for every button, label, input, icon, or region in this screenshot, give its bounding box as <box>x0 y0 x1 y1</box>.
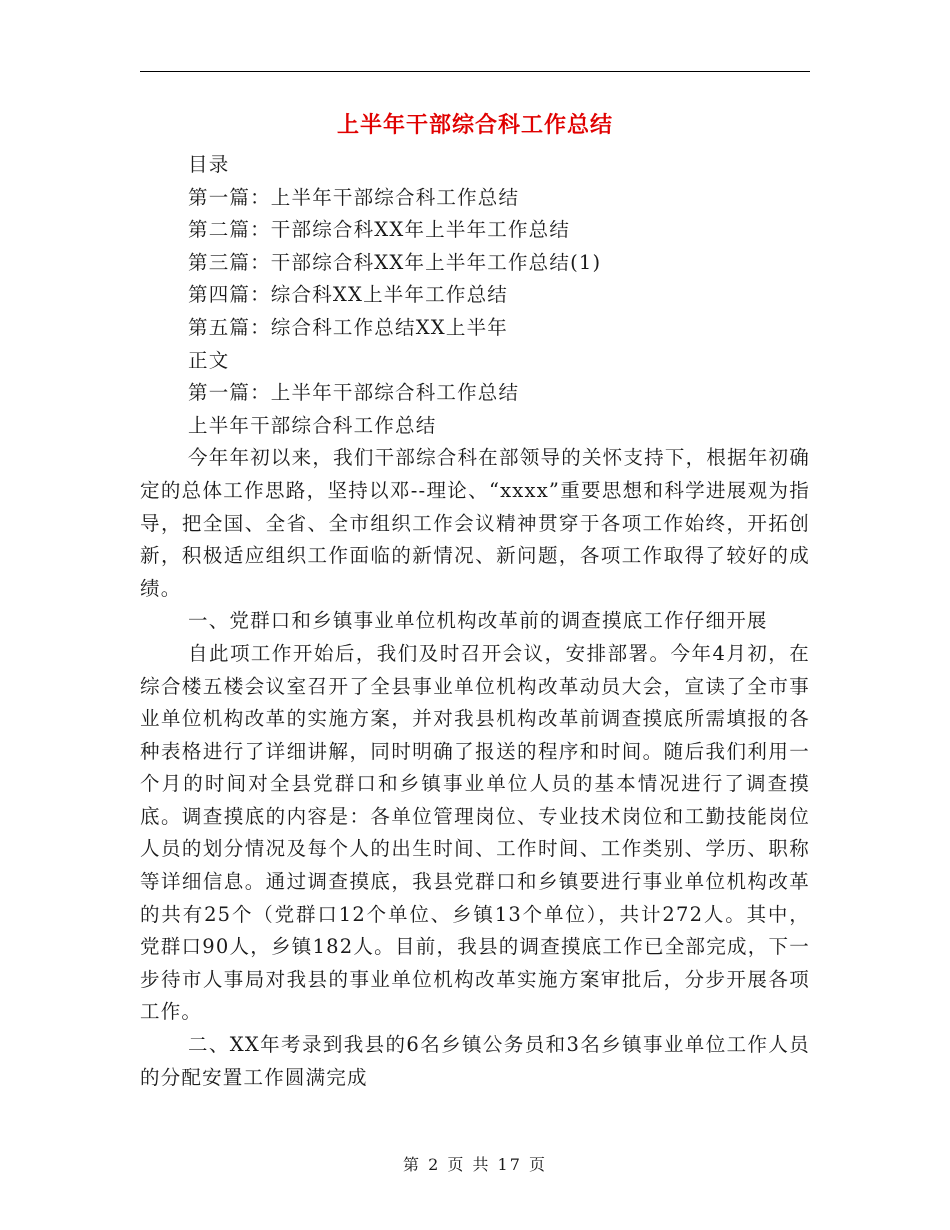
toc-item-5: 第五篇：综合科工作总结XX上半年 <box>188 315 508 339</box>
section-heading-2: 二、XX年考录到我县的6名乡镇公务员和3名乡镇事业单位工作人员的分配安置工作圆满完成 <box>140 1033 810 1089</box>
toc-item-2: 第二篇：干部综合科XX年上半年工作总结 <box>188 218 571 242</box>
header-rule <box>140 71 810 72</box>
toc-heading: 目录 <box>188 153 230 176</box>
page-number: 第 2 页 共 17 页 <box>403 1155 547 1174</box>
paragraph-intro: 今年年初以来，我们干部综合科在部领导的关怀支持下，根据年初确定的总体工作思路，坚持以邓--理论、“xxxx”重要思想和科学进展观为指导，把全国、全省、全市组织工作会议精神贯穿于各项工作始终，开拓创新，积极适应组织工作面临的新情况、新问题，各项工作取得了较好的成绩。 <box>140 446 810 600</box>
paragraph-section-1: 自此项工作开始后，我们及时召开会议，安排部署。今年4月初，在综合楼五楼会议室召开了全县事业单位机构改革动员大会，宣读了全市事业单位机构改革的实施方案，并对我县机构改革前调查摸底所需填报的各种表格进行了详细讲解，同时明确了报送的程序和时间。随后我们利用一个月的时间对全县党群口和乡镇事业单位人员的基本情况进行了调查摸底。调查摸底的内容是：各单位管理岗位、专业技术岗位和工勤技能岗位人员的划分情况及每个人的出生时间、工作时间、工作类别、学历、职称等详细信息。通过调查摸底，我县党群口和乡镇要进行事业单位机构改革的共有25个（党群口12个单位、乡镇13个单位），共计272人。其中，党群口90人，乡镇182人。目前，我县的调查摸底工作已全部完成，下一步待市人事局对我县的事业单位机构改革实施方案审批后，分步开展各项工作。 <box>140 641 810 1024</box>
toc-item-4: 第四篇：综合科XX上半年工作总结 <box>188 283 508 307</box>
chapter-heading: 第一篇：上半年干部综合科工作总结 <box>188 381 520 405</box>
body-heading: 正文 <box>188 348 230 372</box>
chapter-subtitle: 上半年干部综合科工作总结 <box>188 413 437 437</box>
toc-item-3: 第三篇：干部综合科XX年上半年工作总结(1) <box>188 250 602 274</box>
toc-item-1: 第一篇：上半年干部综合科工作总结 <box>188 185 520 209</box>
document-title: 上半年干部综合科工作总结 <box>336 113 613 138</box>
section-heading-1: 一、党群口和乡镇事业单位机构改革前的调查摸底工作仔细开展 <box>188 609 768 633</box>
document-body <box>140 149 810 1094</box>
